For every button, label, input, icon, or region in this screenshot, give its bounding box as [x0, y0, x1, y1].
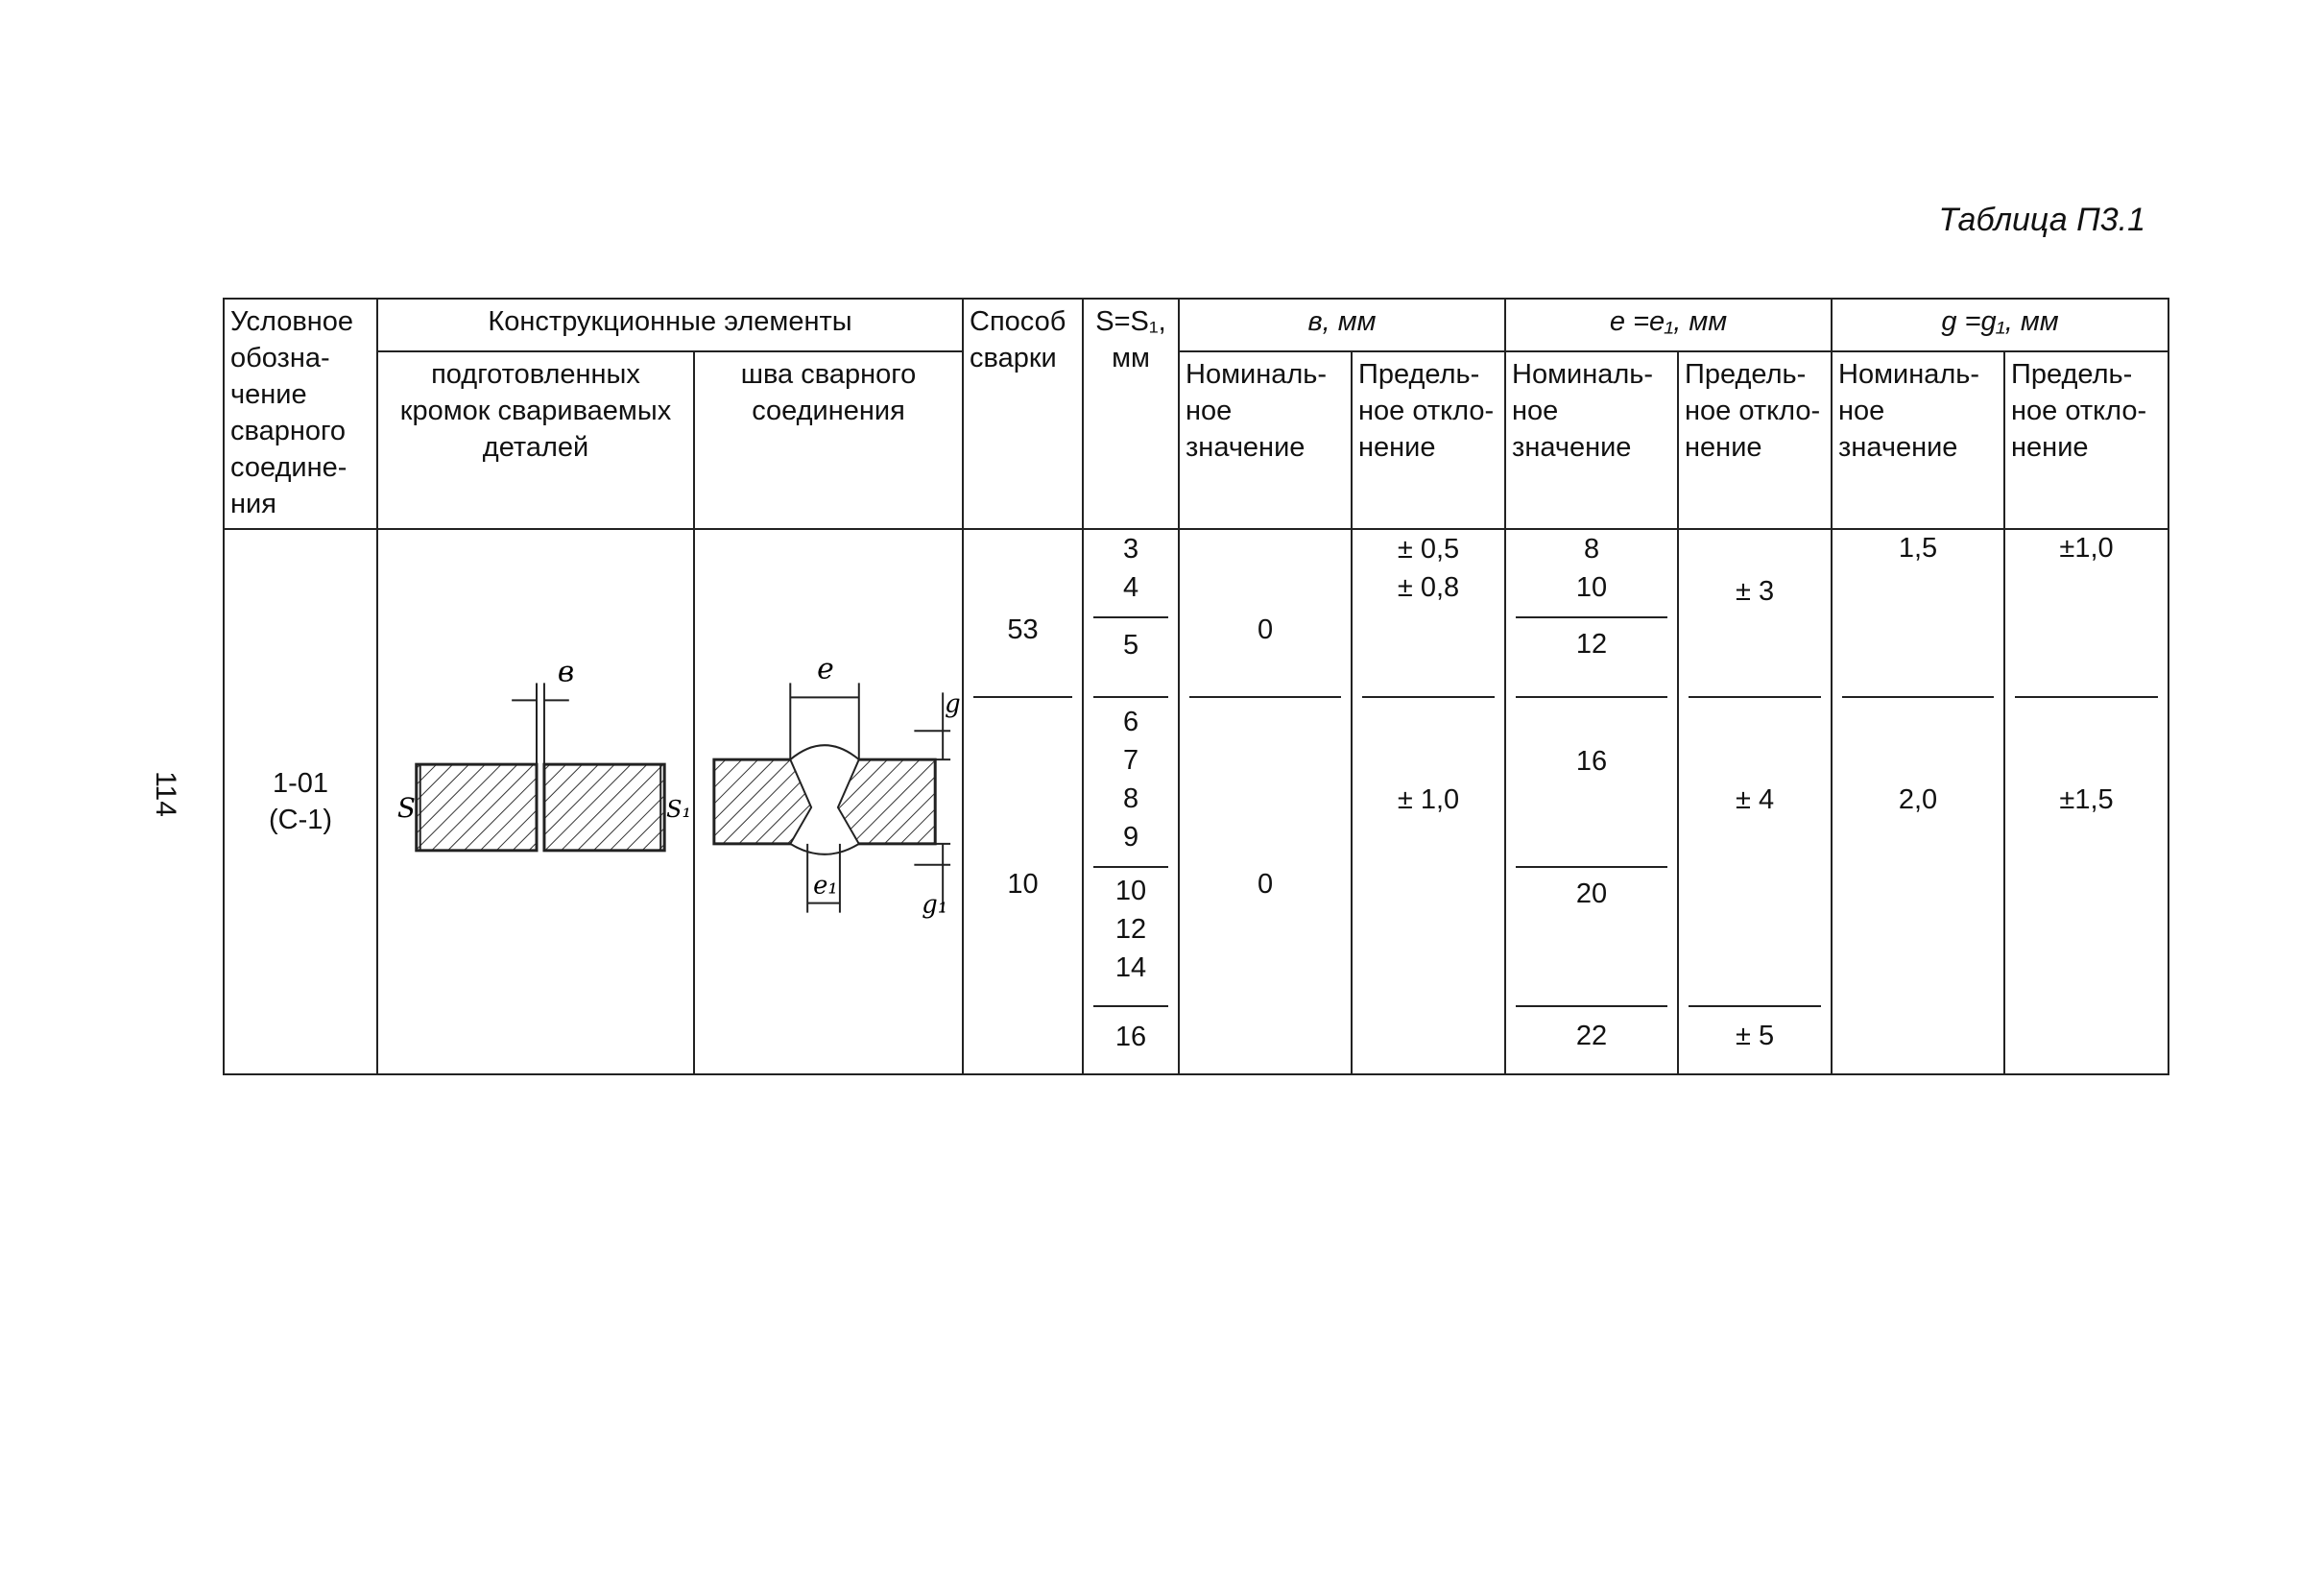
e-nominal-divider-2 [1516, 696, 1667, 698]
label-b: в [557, 655, 575, 689]
designation-line1: 1-01 [272, 768, 329, 799]
thickness-e-0: 16 [1114, 1022, 1147, 1052]
header-g-nominal: Номиналь-ное значение [1832, 351, 2004, 529]
e-nominal-c: 16 [1575, 746, 1608, 777]
b-dev-b: ± 1,0 [1397, 784, 1460, 815]
label-e: е [817, 652, 834, 686]
thickness-d-2: 14 [1114, 952, 1147, 983]
thickness-b-0: 5 [1122, 630, 1139, 661]
e-nominal-a-0: 8 [1583, 534, 1600, 565]
header-g-deviation: Предель-ное откло-нение [2004, 351, 2168, 529]
header-e-group: е =е₁, мм [1505, 299, 1832, 351]
g-nominal-b: 2,0 [1898, 784, 1938, 815]
e-dev-b: ± 4 [1735, 784, 1775, 815]
label-s: S [396, 791, 416, 824]
header-constructive-elements: Конструкционные элементы [377, 299, 963, 351]
e-nominal-cell [1505, 529, 1678, 1074]
header-designation: Условное обозна-чение сварного соедине-ния [224, 299, 377, 529]
e-nominal-divider-1 [1516, 616, 1667, 618]
designation-cell [224, 529, 377, 1074]
header-e-nominal: Номиналь-ное значение [1505, 351, 1678, 529]
thickness-a-1: 4 [1122, 572, 1139, 603]
e-nominal-a-1: 10 [1575, 572, 1608, 603]
table-caption: Таблица П3.1 [1938, 202, 2145, 238]
method-cell [963, 529, 1083, 1074]
thickness-divider-4 [1093, 1005, 1168, 1007]
e-dev-c: ± 5 [1735, 1021, 1775, 1051]
g-deviation-divider [2015, 696, 2158, 698]
header-b-deviation: Предель-ное откло-нение [1352, 351, 1505, 529]
header-g-group: g =g₁, мм [1832, 299, 2168, 351]
e-nominal-d: 20 [1575, 878, 1608, 909]
method-a: 53 [1007, 614, 1039, 645]
e-nominal-divider-4 [1516, 1005, 1667, 1007]
page-number: 114 [149, 771, 181, 817]
e-dev-a: ± 3 [1735, 576, 1775, 607]
thickness-d-0: 10 [1114, 876, 1147, 906]
weld-seam-sketch [695, 530, 962, 1073]
header-b-group: в, мм [1179, 299, 1505, 351]
thickness-c-3: 9 [1122, 822, 1139, 853]
g-nominal-a: 1,5 [1898, 533, 1938, 564]
g-dev-b: ±1,5 [2059, 784, 2114, 815]
e-deviation-cell [1678, 529, 1832, 1074]
e-nominal-divider-3 [1516, 866, 1667, 868]
label-s1: S₁ [666, 795, 692, 823]
thickness-d-1: 12 [1114, 914, 1147, 945]
thickness-divider-1 [1093, 616, 1168, 618]
weld-joint-table [223, 298, 2168, 1073]
thickness-cell [1083, 529, 1179, 1074]
thickness-a-0: 3 [1122, 534, 1139, 565]
prepared-edges-drawing [377, 529, 694, 1074]
e-nominal-b: 12 [1575, 629, 1608, 660]
b-deviation-cell [1352, 529, 1505, 1074]
method-b: 10 [1007, 869, 1039, 900]
g-dev-a: ±1,0 [2059, 533, 2114, 564]
designation-line2: (С-1) [268, 805, 333, 835]
b-nominal-divider [1189, 696, 1341, 698]
method-divider [973, 696, 1072, 698]
thickness-divider-3 [1093, 866, 1168, 868]
e-deviation-divider-1 [1689, 696, 1821, 698]
thickness-divider-2 [1093, 696, 1168, 698]
b-nominal-a: 0 [1257, 614, 1274, 645]
header-e-deviation: Предель-ное откло-нение [1678, 351, 1832, 529]
header-prepared-edges: подготовленных кромок свариваемых деталей [377, 351, 694, 529]
label-g1: g₁ [922, 890, 948, 920]
header-thickness: S=S₁, мм [1083, 299, 1179, 529]
header-b-nominal: Номиналь-ное значение [1179, 351, 1352, 529]
thickness-c-2: 8 [1122, 783, 1139, 814]
header-welding-method: Способ сварки [963, 299, 1083, 529]
b-nominal-cell [1179, 529, 1352, 1074]
label-e1: е₁ [813, 871, 838, 901]
e-nominal-e: 22 [1575, 1021, 1608, 1051]
label-g: g [945, 689, 961, 719]
b-dev-a-1: ± 0,8 [1397, 572, 1460, 603]
thickness-c-1: 7 [1122, 745, 1139, 776]
b-deviation-divider [1362, 696, 1495, 698]
g-nominal-cell [1832, 529, 2004, 1074]
b-dev-a-0: ± 0,5 [1397, 534, 1460, 565]
butt-joint-edges-sketch [378, 530, 693, 1073]
weld-seam-drawing [694, 529, 963, 1074]
header-weld-seam: шва сварного соединения [694, 351, 963, 529]
b-nominal-b: 0 [1257, 869, 1274, 900]
e-deviation-divider-2 [1689, 1005, 1821, 1007]
thickness-c-0: 6 [1122, 707, 1139, 737]
g-deviation-cell [2004, 529, 2168, 1074]
g-nominal-divider [1842, 696, 1994, 698]
